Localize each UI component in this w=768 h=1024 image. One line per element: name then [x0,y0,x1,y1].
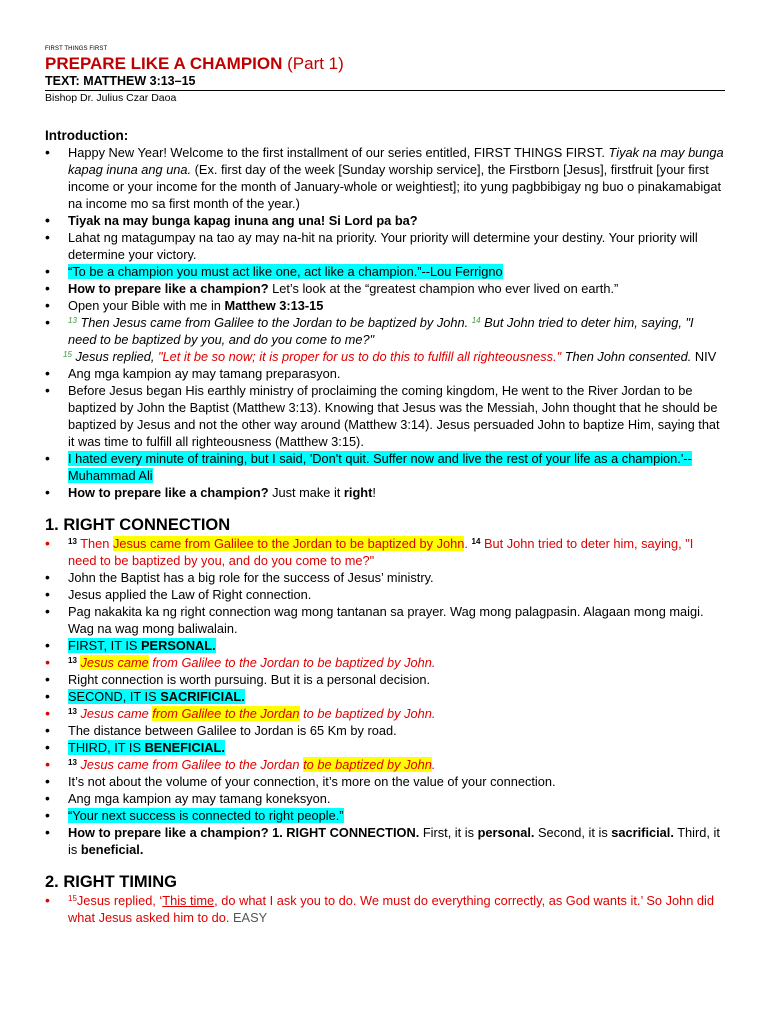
list-item: • How to prepare like a champion? Let’s look at the “greatest champion who ever lived on earth.” [45,280,725,297]
list-item: • Lahat ng matagumpay na tao ay may na-hit na priority. Your priority will determine your destiny. Your priority will determine your victory. [45,229,725,263]
intro-list [45,144,725,348]
list-item: • FIRST, IT IS PERSONAL. [45,637,725,654]
list-item: • $^{13}$ Jesus came from Galilee to the Jordan to be baptized by John. [45,654,725,671]
section-heading-right-timing: 2. RIGHT TIMING [45,873,177,891]
title-part: (Part 1) [287,54,344,73]
list-item: • Ang mga kampion ay may tamang preparasyon. [45,365,725,382]
page-title [45,54,725,74]
section-heading-right-connection: 1. RIGHT CONNECTION [45,516,231,534]
title-text: PREPARE LIKE A CHAMPION [45,54,283,73]
verse-continuation: $^{15}$ Jesus replied, "Let it be so now; it is proper for us to do this to fulfill all righteousness." Then John consented. NIV [63,349,717,364]
list-item [45,263,725,280]
list-item: • $^{13}$ Then Jesus came from Galilee to the Jordan to be baptized by John. $^{14}$ But John tried to deter him, saying, "I need to be baptized by you, and do you come to me?" [45,314,725,348]
list-item: • The distance between Galilee to Jordan is 65 Km by road. [45,722,725,739]
list-item: • John the Baptist has a big role for the success of Jesus’ ministry. [45,569,725,586]
intro-heading: Introduction: [45,128,129,143]
scripture-reference: TEXT: MATTHEW 3:13–15 [45,74,196,88]
list-item: • THIRD, IT IS BENEFICIAL. [45,739,725,756]
document-page [45,46,725,926]
list-item: • $^{15}$Jesus replied, ‘This time, do what I ask you to do. We must do everything correctly, as God wants it.’ So John did what Jesus asked him to do. EASY [45,892,725,926]
list-item: • Before Jesus began His earthly ministry of proclaiming the coming kingdom, He went to the River Jordan to be baptized by John the Baptist (Matthew 3:13). Knowing that Jesus was the Messiah, John thought that he should be baptized by Jesus and not the other way around (Matthew 3:14). Jesus persuaded John to baptize Him, saying that it was time to fulfill all righteousness (Matthew 3:15). [45,382,725,450]
header-rule [45,90,725,91]
list-item: • $^{13}$ Jesus came from Galilee to the Jordan to be baptized by John. [45,756,725,773]
intro-list-continued [45,365,725,501]
right-timing-list [45,892,725,926]
highlighted-quote: “To be a champion you must act like one, act like a champion.”--Lou Ferrigno [68,264,503,279]
list-item: • Pag nakakita ka ng right connection wag mong tantanan sa prayer. Wag mong palagpasin. Alagaan mong maigi. Wag na wag mong baliwalain. [45,603,725,637]
list-item [45,807,725,824]
list-item: • SECOND, IT IS SACRIFICIAL. [45,688,725,705]
list-item: • Open your Bible with me in Matthew 3:13-15 [45,297,725,314]
list-item: • It’s not about the volume of your connection, it’s more on the value of your connection. [45,773,725,790]
list-item: • $^{13}$ Then Jesus came from Galilee to the Jordan to be baptized by John. $^{14}$ But John tried to deter him, saying, "I need to be baptized by you, and do you come to me?" [45,535,725,569]
highlighted-quote: I hated every minute of training, but I said, 'Don't quit. Suffer now and live the rest of your life as a champion.'--Muhammad Ali [68,451,692,483]
list-item: • Tiyak na may bunga kapag inuna ang una! Si Lord pa ba? [45,212,725,229]
list-item: • How to prepare like a champion? Just make it right! [45,484,725,501]
right-connection-list [45,535,725,858]
list-item: • $^{13}$ Jesus came from Galilee to the Jordan to be baptized by John. [45,705,725,722]
list-item: • Happy New Year! Welcome to the first installment of our series entitled, FIRST THINGS FIRST. Tiyak na may bunga kapag inuna ang una. (Ex. first day of the week [Sunday worship service], the Firstborn [Jesus], firstfruit [your first income or your income for the month of January-whole or weightiest]; ito yung pagbbibigay ng buo o pinakamabigat na income mo sa first month of the year.) [45,144,725,212]
author-line: Bishop Dr. Julius Czar Daoa [45,92,177,104]
list-item [45,450,725,484]
series-kicker: FIRST THINGS FIRST [45,46,108,52]
highlighted-quote: “Your next success is connected to right people.” [68,808,344,823]
list-item: • Ang mga kampion ay may tamang koneksyon. [45,790,725,807]
list-item: • Jesus applied the Law of Right connection. [45,586,725,603]
list-item: • How to prepare like a champion? 1. RIGHT CONNECTION. First, it is personal. Second, it is sacrificial. Third, it is beneficial. [45,824,725,858]
list-item: • Right connection is worth pursuing. But it is a personal decision. [45,671,725,688]
